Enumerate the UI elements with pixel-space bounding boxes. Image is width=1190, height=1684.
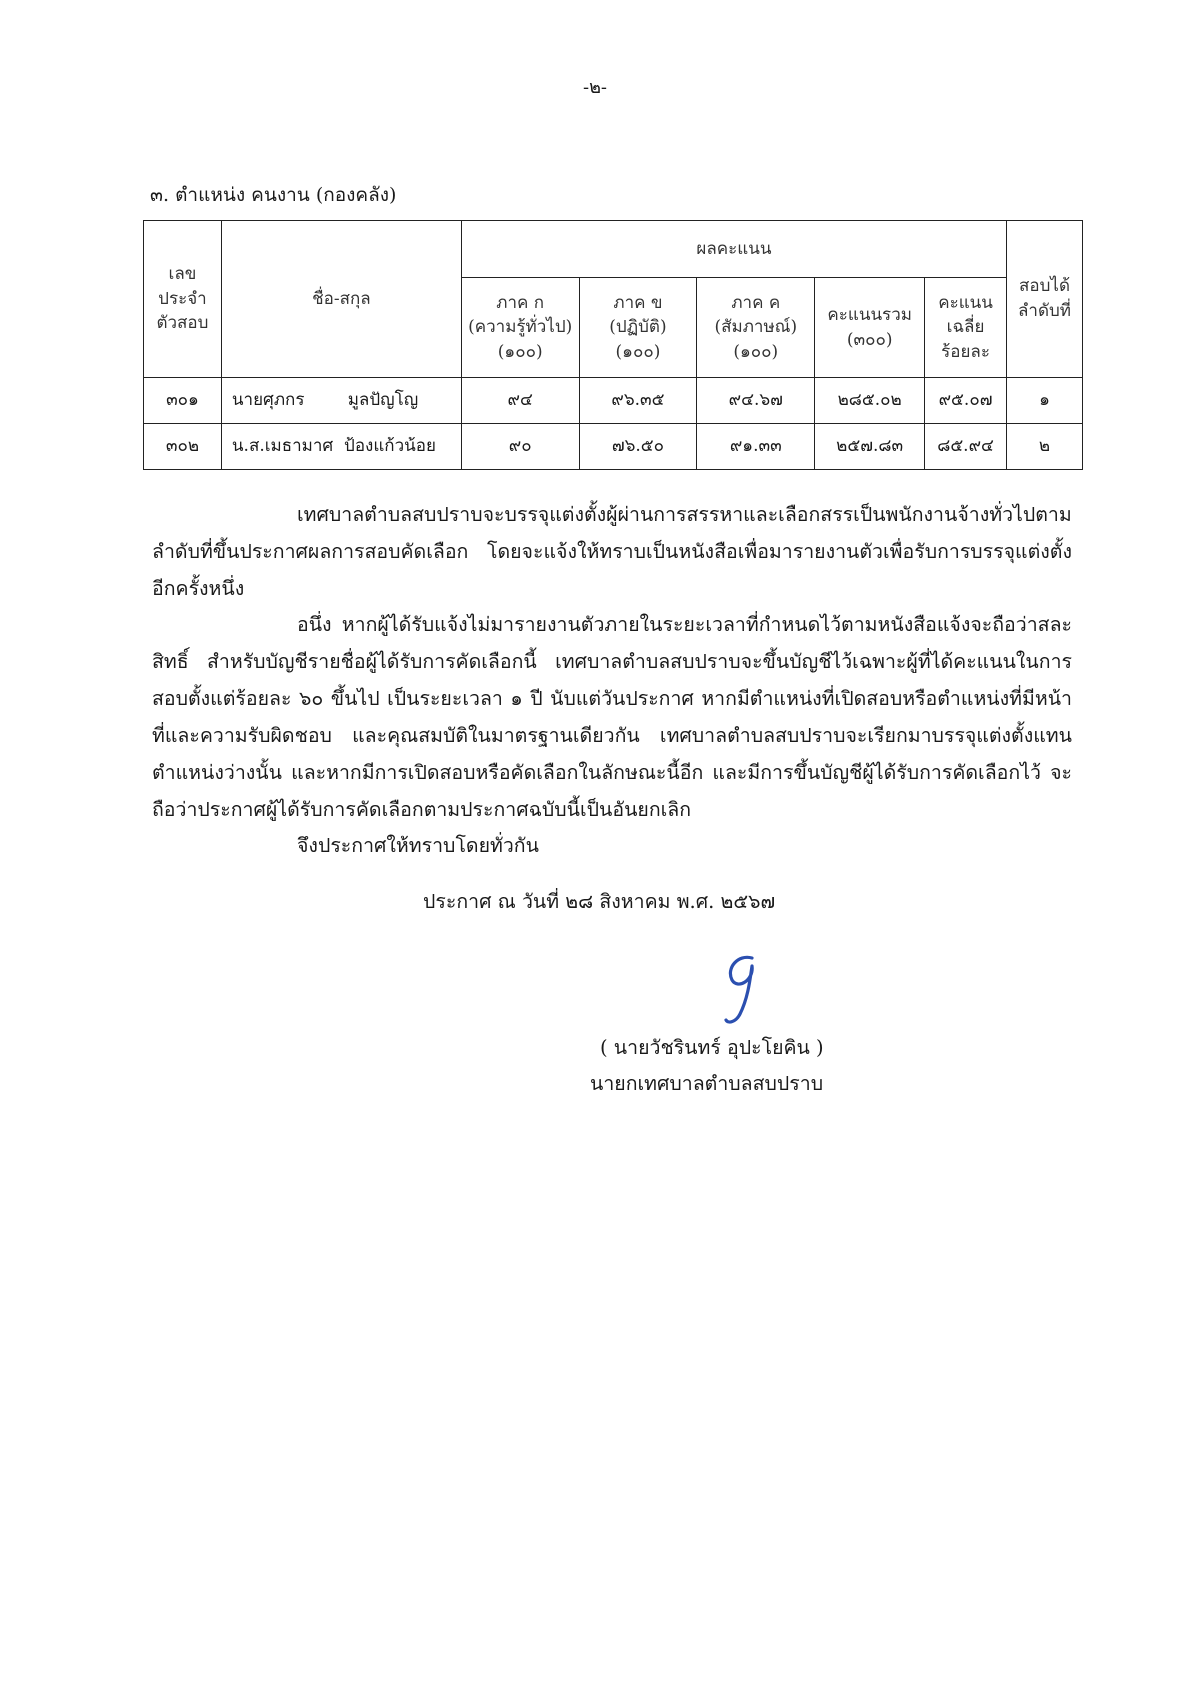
paragraph-appointment: เทศบาลตำบลสบปราบจะบรรจุแต่งตั้งผู้ผ่านการสรรหาและเลือกสรรเป็นพนักงานจ้างทั่วไปตามลำดับที่ขึ้นประกาศผลการสอบคัดเลือก โดยจะแจ้งให้ทราบเป็นหนังสือเพื่อมารายงานตัวเพื่อรับการบรรจุแต่งตั้งอีกครั้งหนึ่ง xyxy=(152,503,1072,600)
header-part-c: ภาค ค (สัมภาษณ์) (๑๐๐) xyxy=(697,278,815,378)
rank-cell: ๑ xyxy=(1007,378,1083,424)
part-c-cell: ๙๔.๖๗ xyxy=(697,378,815,424)
total-cell: ๒๘๕.๐๒ xyxy=(815,378,925,424)
part-b-cell: ๗๖.๕๐ xyxy=(579,424,697,470)
average-cell: ๘๕.๙๔ xyxy=(925,424,1007,470)
score-table xyxy=(143,220,1083,470)
table-row xyxy=(144,378,1083,424)
header-average: คะแนน เฉลี่ย ร้อยละ xyxy=(925,278,1007,378)
total-cell: ๒๕๗.๘๓ xyxy=(815,424,925,470)
name-cell: นายศุภกร มูลปัญโญ xyxy=(221,378,461,424)
section-title: ๓. ตำแหน่ง คนงาน (กองคลัง) xyxy=(150,184,397,206)
table-row xyxy=(144,424,1083,470)
exam-no-cell: ๓๐๑ xyxy=(144,378,222,424)
header-part-a: ภาค ก (ความรู้ทั่วไป) (๑๐๐) xyxy=(461,278,579,378)
part-a-cell: ๙๐ xyxy=(461,424,579,470)
header-scores-group: ผลคะแนน xyxy=(461,221,1006,278)
header-part-b: ภาค ข (ปฏิบัติ) (๑๐๐) xyxy=(579,278,697,378)
signer-title: นายกเทศบาลตำบลสบปราบ xyxy=(590,1072,824,1095)
paragraph-conditions: อนึ่ง หากผู้ได้รับแจ้งไม่มารายงานตัวภายในระยะเวลาที่กำหนดไว้ตามหนังสือแจ้งจะถือว่าสละสิทธิ์ สำหรับบัญชีรายชื่อผู้ได้รับการคัดเลือกนี้ เทศบาลตำบลสบปราบจะขึ้นบัญชีไว้เฉพาะผู้ที่ได้คะแนนในการสอบตั้งแต่ร้อยละ ๖๐ ขึ้นไป เป็นระยะเวลา ๑ ปี นับแต่วันประกาศ หากมีตำแหน่งที่เปิดสอบหรือตำแหน่งที่มีหน้าที่และความรับผิดชอบ และคุณสมบัติในมาตรฐานเดียวกัน เทศบาลตำบลสบปราบจะเรียกมาบรรจุแต่งตั้งแทนตำแหน่งว่างนั้น และหากมีการเปิดสอบหรือคัดเลือกในลักษณะนี้อีก และมีการขึ้นบัญชีผู้ได้รับการคัดเลือกไว้ จะถือว่าประกาศผู้ได้รับการคัดเลือกตามประกาศฉบับนี้เป็นอันยกเลิก xyxy=(152,613,1072,821)
part-b-cell: ๙๖.๓๕ xyxy=(579,378,697,424)
date-line: ประกาศ ณ วันที่ ๒๘ สิงหาคม พ.ศ. ๒๕๖๗ xyxy=(423,890,776,913)
part-c-cell: ๙๑.๓๓ xyxy=(697,424,815,470)
header-exam-no: เลข ประจำ ตัวสอบ xyxy=(144,221,222,378)
exam-no-cell: ๓๐๒ xyxy=(144,424,222,470)
part-a-cell: ๙๔ xyxy=(461,378,579,424)
header-rank: สอบได้ ลำดับที่ xyxy=(1007,221,1083,378)
header-name: ชื่อ-สกุล xyxy=(221,221,461,378)
header-total: คะแนนรวม (๓๐๐) xyxy=(815,278,925,378)
name-cell: น.ส.เมธามาศ ป้องแก้วน้อย xyxy=(221,424,461,470)
announce-line: จึงประกาศให้ทราบโดยทั่วกัน xyxy=(297,834,539,857)
rank-cell: ๒ xyxy=(1007,424,1083,470)
page-number: -๒- xyxy=(582,77,608,98)
signer-name: ( นายวัชรินทร์ อุปะโยคิน ) xyxy=(600,1036,824,1059)
signature-mark xyxy=(700,950,780,1030)
average-cell: ๙๕.๐๗ xyxy=(925,378,1007,424)
